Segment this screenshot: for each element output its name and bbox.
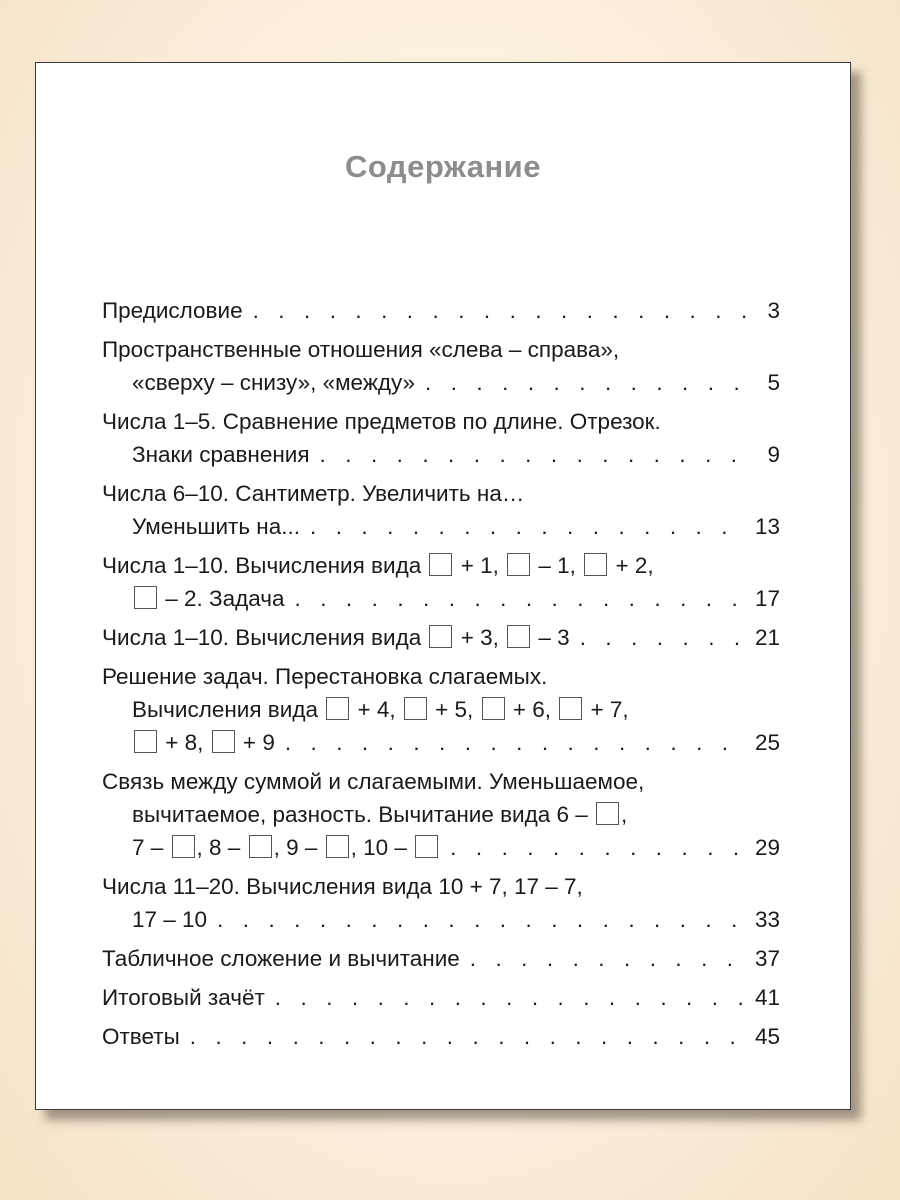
toc-entry-line: [102, 582, 780, 615]
toc-entry[interactable]: [102, 549, 780, 615]
toc-text-segment: Связь между суммой и слагаемыми. Уменьшаемое,: [102, 769, 645, 794]
toc-entry-text: [132, 831, 440, 864]
toc-text-segment: , 9 –: [273, 835, 324, 860]
toc-entry[interactable]: [102, 405, 780, 471]
toc-entry-line: [102, 831, 780, 864]
toc-entry[interactable]: [102, 333, 780, 399]
toc-entry-text: [102, 333, 619, 366]
toc-entry[interactable]: [102, 942, 780, 975]
toc-text-segment: Числа 11–20. Вычисления вида 10 + 7, 17 – 7,: [102, 874, 583, 899]
toc-entry-line: [102, 510, 780, 543]
toc-entry-text: [102, 660, 547, 693]
toc-text-segment: ,: [621, 802, 628, 827]
toc-entry-line: [102, 765, 780, 798]
toc-text-segment: Пространственные отношения «слева – справа»,: [102, 337, 620, 362]
toc-text-segment: вычитаемое, разность. Вычитание вида 6 –: [132, 802, 595, 827]
blank-box-icon: [134, 730, 157, 753]
page-title: Содержание: [345, 149, 541, 184]
toc-entry[interactable]: [102, 765, 780, 864]
page-number: 5: [767, 370, 780, 395]
toc-text-segment: + 6,: [506, 697, 558, 722]
toc-text-segment: Числа 6–10. Сантиметр. Увеличить на…: [102, 481, 525, 506]
toc-entry-text: [132, 726, 275, 759]
page-number: 17: [754, 586, 780, 611]
toc-text-segment: + 8,: [159, 730, 210, 755]
blank-box-icon: [559, 697, 582, 720]
page-number: 45: [754, 1024, 780, 1049]
page-number: 9: [767, 442, 780, 467]
dot-leader: [450, 831, 748, 864]
blank-box-icon: [429, 553, 452, 576]
page-number: 3: [767, 298, 780, 323]
toc-entry-line: [102, 660, 780, 693]
dot-leader: [253, 294, 748, 327]
page-number: 29: [754, 835, 780, 860]
blank-box-icon: [507, 553, 530, 576]
toc-entry-text: [132, 510, 300, 543]
blank-box-icon: [134, 586, 157, 609]
dot-leader: [470, 942, 748, 975]
blank-box-icon: [326, 697, 349, 720]
toc-text-segment: Предисловие: [102, 298, 243, 323]
dot-leader: [295, 582, 748, 615]
dot-leader: [190, 1020, 748, 1053]
toc-entry-line: [102, 1020, 780, 1053]
toc-entry[interactable]: [102, 294, 780, 327]
toc-entry-line: [102, 366, 780, 399]
toc-entry-text: [132, 582, 285, 615]
blank-box-icon: [172, 835, 195, 858]
toc-text-segment: + 7,: [584, 697, 629, 722]
toc-text-segment: «сверху – снизу», «между»: [132, 370, 416, 395]
toc-entry-line: [102, 981, 780, 1014]
dot-leader: [580, 621, 748, 654]
toc-text-segment: , 8 –: [196, 835, 247, 860]
toc-entry-line: [102, 870, 780, 903]
toc-text-segment: Уменьшить на...: [132, 514, 301, 539]
toc-entry[interactable]: [102, 621, 780, 654]
toc-entry-text: [102, 477, 524, 510]
toc-text-segment: – 2. Задача: [159, 586, 285, 611]
toc-entry[interactable]: [102, 1020, 780, 1053]
toc-entry-line: [102, 942, 780, 975]
toc-entry-text: [102, 1020, 180, 1053]
dot-leader: [285, 726, 748, 759]
toc-entry-line: [102, 621, 780, 654]
page-number: 25: [754, 730, 780, 755]
dot-leader: [217, 903, 748, 936]
toc-text-segment: Числа 1–10. Вычисления вида: [102, 625, 428, 650]
toc-text-segment: 7 –: [132, 835, 170, 860]
book-page: [35, 62, 851, 1110]
toc-entry-text: [132, 798, 627, 831]
toc-entry-text: [102, 870, 583, 903]
toc-entry-text: [102, 621, 570, 654]
blank-box-icon: [326, 835, 349, 858]
toc-entry-text: [102, 294, 243, 327]
toc-entry-text: [132, 903, 207, 936]
toc-entry-line: [102, 438, 780, 471]
page-number: 37: [754, 946, 780, 971]
toc-text-segment: 17 – 10: [132, 907, 208, 932]
dot-leader: [275, 981, 748, 1014]
table-of-contents: [102, 294, 780, 1059]
toc-text-segment: + 5,: [428, 697, 480, 722]
blank-box-icon: [596, 802, 619, 825]
toc-entry-line: [102, 549, 780, 582]
toc-entry[interactable]: [102, 660, 780, 759]
dot-leader: [310, 510, 748, 543]
dot-leader: [320, 438, 748, 471]
toc-text-segment: Табличное сложение и вычитание: [102, 946, 460, 971]
blank-box-icon: [482, 697, 505, 720]
toc-entry-line: [102, 294, 780, 327]
toc-entry-text: [132, 693, 629, 726]
page-number: 41: [754, 985, 780, 1010]
toc-text-segment: Ответы: [102, 1024, 180, 1049]
toc-entry-line: [102, 333, 780, 366]
toc-entry-text: [102, 405, 661, 438]
blank-box-icon: [212, 730, 235, 753]
blank-box-icon: [404, 697, 427, 720]
toc-text-segment: Итоговый зачёт: [102, 985, 265, 1010]
toc-entry[interactable]: [102, 870, 780, 936]
page-number: 21: [754, 625, 780, 650]
toc-entry-text: [102, 549, 654, 582]
toc-entry-line: [102, 798, 780, 831]
blank-box-icon: [415, 835, 438, 858]
toc-entry-text: [102, 765, 644, 798]
toc-text-segment: + 1,: [454, 553, 506, 578]
toc-text-segment: , 10 –: [350, 835, 414, 860]
toc-entry-text: [102, 981, 265, 1014]
toc-entry-line: [102, 903, 780, 936]
dot-leader: [425, 366, 748, 399]
blank-box-icon: [584, 553, 607, 576]
toc-text-segment: Знаки сравнения: [132, 442, 310, 467]
toc-text-segment: Решение задач. Перестановка слагаемых.: [102, 664, 548, 689]
toc-text-segment: – 1,: [532, 553, 583, 578]
toc-text-segment: – 3: [532, 625, 570, 650]
toc-text-segment: + 3,: [454, 625, 506, 650]
toc-entry-text: [132, 438, 310, 471]
page-number: 33: [754, 907, 780, 932]
toc-entry-text: [132, 366, 415, 399]
blank-box-icon: [249, 835, 272, 858]
toc-text-segment: Числа 1–10. Вычисления вида: [102, 553, 428, 578]
toc-entry[interactable]: [102, 477, 780, 543]
toc-entry-line: [102, 693, 780, 726]
toc-text-segment: Числа 1–5. Сравнение предметов по длине. Отрезок.: [102, 409, 661, 434]
toc-text-segment: + 9: [236, 730, 275, 755]
blank-box-icon: [507, 625, 530, 648]
page-number: 13: [754, 514, 780, 539]
toc-text-segment: + 4,: [351, 697, 402, 722]
blank-box-icon: [429, 625, 452, 648]
toc-entry-text: [102, 942, 460, 975]
toc-text-segment: + 2,: [609, 553, 654, 578]
toc-entry-line: [102, 477, 780, 510]
toc-entry[interactable]: [102, 981, 780, 1014]
toc-text-segment: Вычисления вида: [132, 697, 325, 722]
toc-entry-line: [102, 405, 780, 438]
toc-entry-line: [102, 726, 780, 759]
